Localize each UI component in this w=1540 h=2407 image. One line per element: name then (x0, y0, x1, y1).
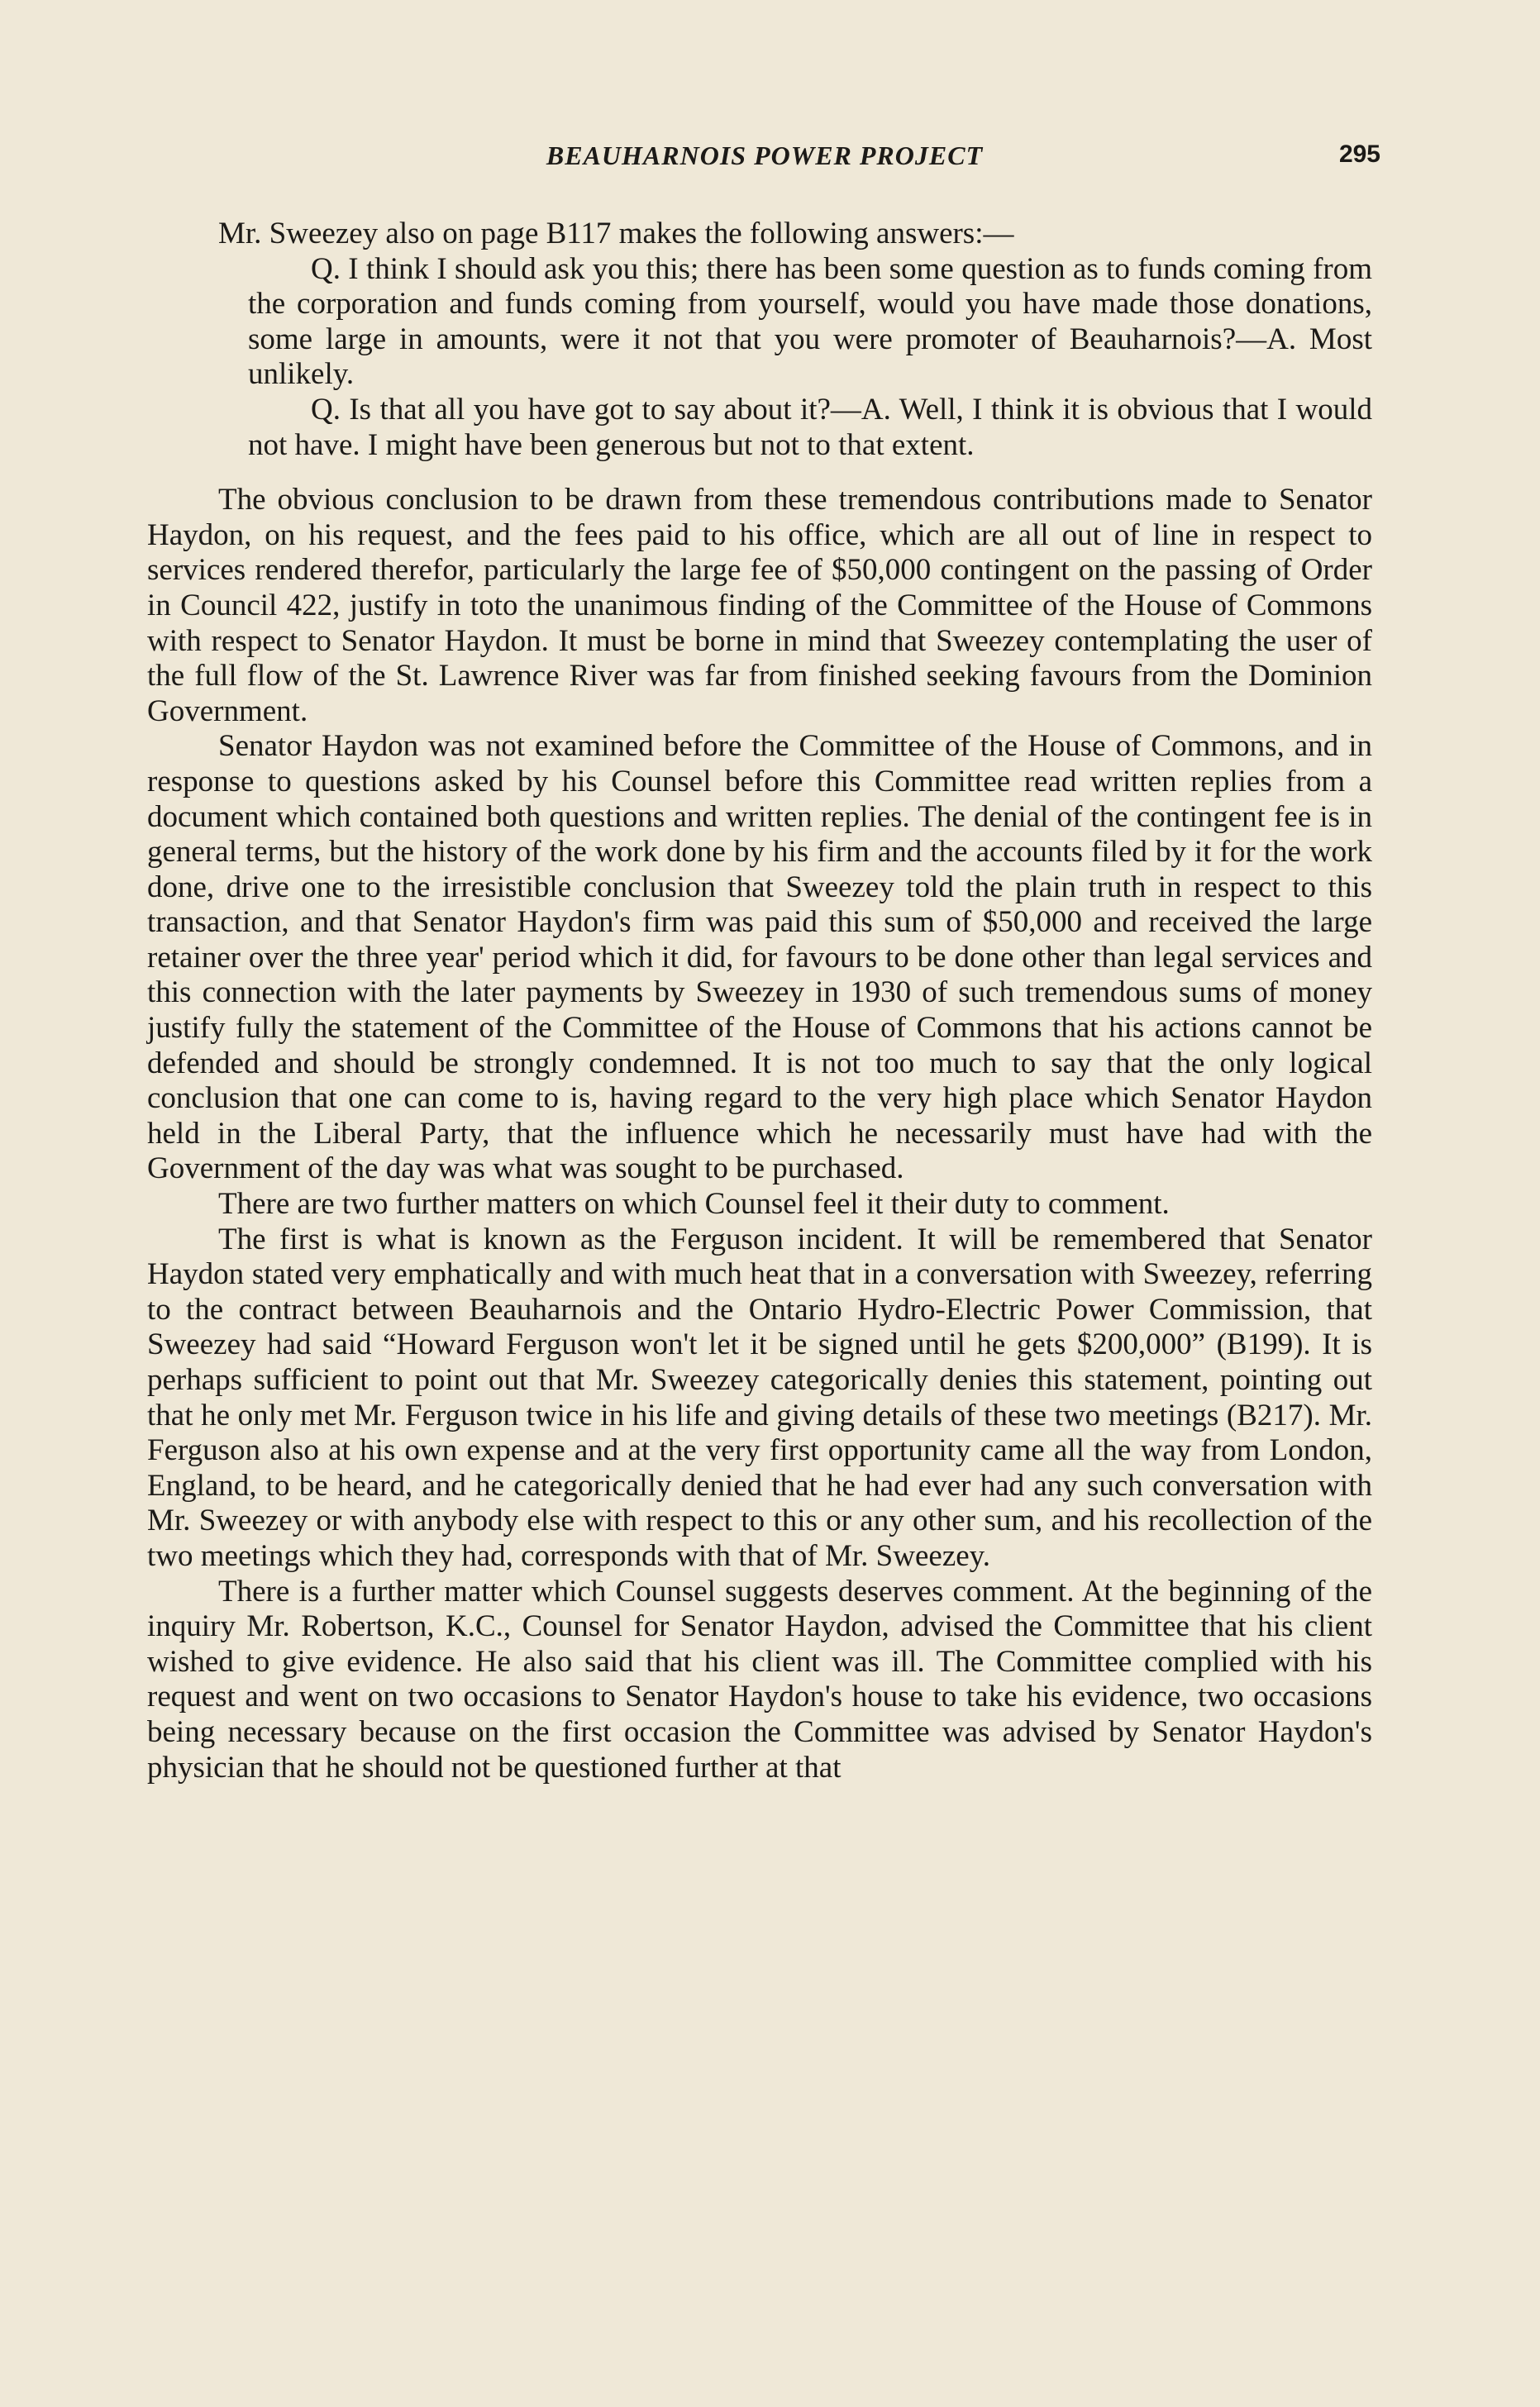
paragraph-ferguson-incident: The first is what is known as the Ferguson incident. It will be remembered that Senator Haydon stated very emphatically and with much heat that in a conversation with Sweezey, referring to the contract between Beauharnois and the Ontario Hydro-Electric Power Commission, that Sweezey had said “Howard Ferguson won't let it be signed until he gets $200,000” (B199). It is perhaps sufficient to point out that Mr. Sweezey categorically denies this statement, pointing out that he only met Mr. Ferguson twice in his life and giving details of these two meetings (B217). Mr. Ferguson also at his own expense and at the very first opportunity came all the way from London, England, to be heard, and he categorically denied that he had ever had any such conversation with Mr. Sweezey or with anybody else with respect to this or any other sum, and his recollection of the two meetings which they had, corresponds with that of Mr. Sweezey. (147, 1222, 1372, 1573)
quoted-answer-1: Q. I think I should ask you this; there has been some question as to funds coming from the corporation and funds coming from yourself, would you have made those donations, some large in amounts, were it not that you were promoter of Beauharnois?—A. Most unlikely. (248, 251, 1372, 392)
quoted-answer-2: Q. Is that all you have got to say about it?—A. Well, I think it is obvious that I would not have. I might have been generous but not to that extent. (248, 392, 1372, 462)
paragraph-further-matters: There are two further matters on which Counsel feel it their duty to comment. (218, 1187, 1170, 1222)
body-text (147, 217, 1372, 1785)
paragraph-haydon-not-examined: Senator Haydon was not examined before the Committee of the House of Commons, and in response to questions asked by his Counsel before this Committee read written replies from a document which contained both questions and written replies. The denial of the contingent fee is in general terms, but the history of the work done by his firm and the accounts filed by it for the work done, drive one to the irresistible conclusion that Sweezey told the plain truth in respect to this transaction, and that Senator Haydon's firm was paid this sum of $50,000 and received the large retainer over the three year' period which it did, for favours to be done other than legal services and this connection with the later payments by Sweezey in 1930 of such tremendous sums of money justify fully the statement of the Committee of the House of Commons that his actions cannot be defended and should be strongly condemned. It is not too much to say that the only logical conclusion that one can come to is, having regard to the very high place which Senator Haydon held in the Liberal Party, that the influence which he necessarily must have had with the Government of the day was what was sought to be purchased. (147, 729, 1372, 1186)
running-title: BEAUHARNOIS POWER PROJECT (546, 141, 984, 170)
intro-paragraph: Mr. Sweezey also on page B117 makes the following answers:— (218, 217, 1014, 250)
running-head (149, 141, 1380, 177)
paragraph-conclusion: The obvious conclusion to be drawn from these tremendous contributions made to Senator Haydon, on his request, and the fees paid to his office, which are all out of line in respect to services rendered therefor, particularly the large fee of $50,000 contingent on the passing of Order in Council 422, justify in toto the unanimous finding of the Committee of the House of Commons with respect to Senator Haydon. It must be borne in mind that Sweezey contemplating the user of the full flow of the St. Lawrence River was far from finished seeking favours from the Dominion Government. (147, 483, 1372, 728)
page-number: 295 (1338, 141, 1380, 168)
paragraph-further-matter: There is a further matter which Counsel suggests deserves comment. At the beginning of the inquiry Mr. Robertson, K.C., Counsel for Senator Haydon, advised the Committee that his client wished to give evidence. He also said that his client was ill. The Committee complied with his request and went on two occasions to Senator Haydon's house to take his evidence, two occasions being necessary because on the first occasion the Committee was advised by Senator Haydon's physician that he should not be questioned further at that (147, 1574, 1372, 1785)
